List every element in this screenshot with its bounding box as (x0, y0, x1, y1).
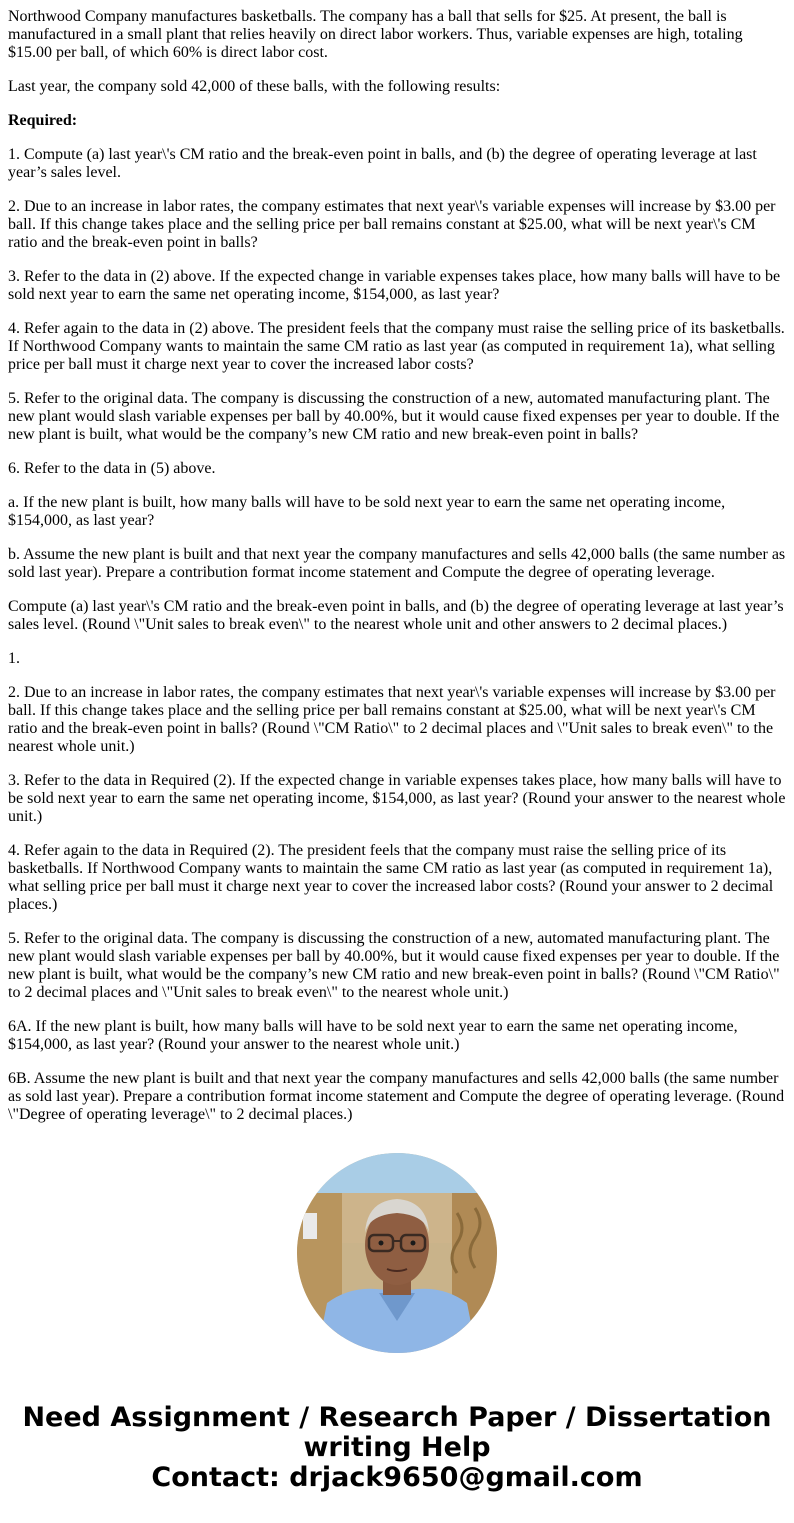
answer-item-6b: 6B. Assume the new plant is built and that next year the company manufactures and sells 42,000 balls (the same number as sold last year). Prepare a contribution format income statement and Compute the degree of operating leverage. (Round \"Degree of operating leverage\" to 2 decimal places.) (8, 1070, 785, 1123)
answer-item-6a: 6A. If the new plant is built, how many balls will have to be sold next year to earn the same net operating income, $154,000, as last year? (Round your answer to the nearest whole unit.) (8, 1018, 738, 1053)
required-heading (8, 112, 786, 130)
answer-item-2: 2. Due to an increase in labor rates, the company estimates that next year\'s variable expenses will increase by $3.00 per ball. If this change takes place and the selling price per ball remains constant at $25.00, what will be next year\'s CM ratio and the break-even point in balls? (Round \"CM Ratio\" to 2 decimal places and \"Unit sales to break even\" to the nearest whole unit.) (8, 684, 776, 755)
required-item-6a: a. If the new plant is built, how many balls will have to be sold next year to earn the same net operating income, $154,000, as last year? (8, 494, 726, 529)
avatar (297, 1153, 497, 1353)
avatar-portrait (297, 1153, 497, 1353)
answer-item-4: 4. Refer again to the data in Required (2). The president feels that the company must raise the selling price of its basketballs. If Northwood Company wants to maintain the same CM ratio as last year (as computed in requirement 1a), what selling price per ball must it charge next year to cover the increased labor costs? (Round your answer to 2 decimal places.) (8, 842, 774, 913)
required-item-6: 6. Refer to the data in (5) above. (8, 460, 216, 477)
banner-line-1: Need Assignment / Research Paper / Dissertation (22, 1402, 772, 1433)
required-item-2: 2. Due to an increase in labor rates, the company estimates that next year\'s variable expenses will increase by $3.00 per ball. If this change takes place and the selling price per ball remains constant at $25.00, what will be next year\'s CM ratio and the break-even point in balls? (8, 198, 776, 251)
intro-paragraph: Northwood Company manufactures basketballs. The company has a ball that sells for $25. At present, the ball is manufactured in a small plant that relies heavily on direct labor workers. Thus, variable expenses are high, totaling $15.00 per ball, of which 60% is direct labor cost. (8, 8, 743, 61)
last-year-paragraph: Last year, the company sold 42,000 of these balls, with the following results: (8, 78, 501, 95)
promo-banner (0, 1403, 794, 1493)
banner-contact-line: Contact: drjack9650@gmail.com (151, 1462, 643, 1493)
answer-item-5: 5. Refer to the original data. The company is discussing the construction of a new, automated manufacturing plant. The new plant would slash variable expenses per ball by 40.00%, but it would cause fixed expenses per year to double. If the new plant is built, what would be the company’s new CM ratio and new break-even point in balls? (Round \"CM Ratio\" to 2 decimal places and \"Unit sales to break even\" to the nearest whole unit.) (8, 930, 780, 1001)
required-heading-text: Required: (8, 112, 78, 129)
required-item-4: 4. Refer again to the data in (2) above. The president feels that the company must raise the selling price of its basketballs. If Northwood Company wants to maintain the same CM ratio as last year (as computed in requirement 1a), what selling price per ball must it charge next year to cover the increased labor costs? (8, 320, 785, 373)
answer-item-intro: Compute (a) last year\'s CM ratio and the break-even point in balls, and (b) the degree of operating leverage at last year’s sales level. (Round \"Unit sales to break even\" to the nearest whole unit and other answers to 2 decimal places.) (8, 598, 784, 633)
answer-item-3: 3. Refer to the data in Required (2). If the expected change in variable expenses takes place, how many balls will have to be sold next year to earn the same net operating income, $154,000, as last year? (Round your answer to the nearest whole unit.) (8, 772, 786, 825)
required-item-3: 3. Refer to the data in (2) above. If the expected change in variable expenses takes place, how many balls will have to be sold next year to earn the same net operating income, $154,000, as last year? (8, 268, 781, 303)
answer-item-1: 1. (8, 650, 20, 667)
required-item-6b: b. Assume the new plant is built and that next year the company manufactures and sells 42,000 balls (the same number as sold last year). Prepare a contribution format income statement and Compute the degree of operating leverage. (8, 546, 786, 581)
required-item-5: 5. Refer to the original data. The company is discussing the construction of a new, automated manufacturing plant. The new plant would slash variable expenses per ball by 40.00%, but it would cause fixed expenses per year to double. If the new plant is built, what would be the company’s new CM ratio and new break-even point in balls? (8, 390, 780, 443)
banner-line-2: writing Help (303, 1432, 491, 1463)
required-item-1: 1. Compute (a) last year\'s CM ratio and the break-even point in balls, and (b) the degree of operating leverage at last year’s sales level. (8, 146, 757, 181)
